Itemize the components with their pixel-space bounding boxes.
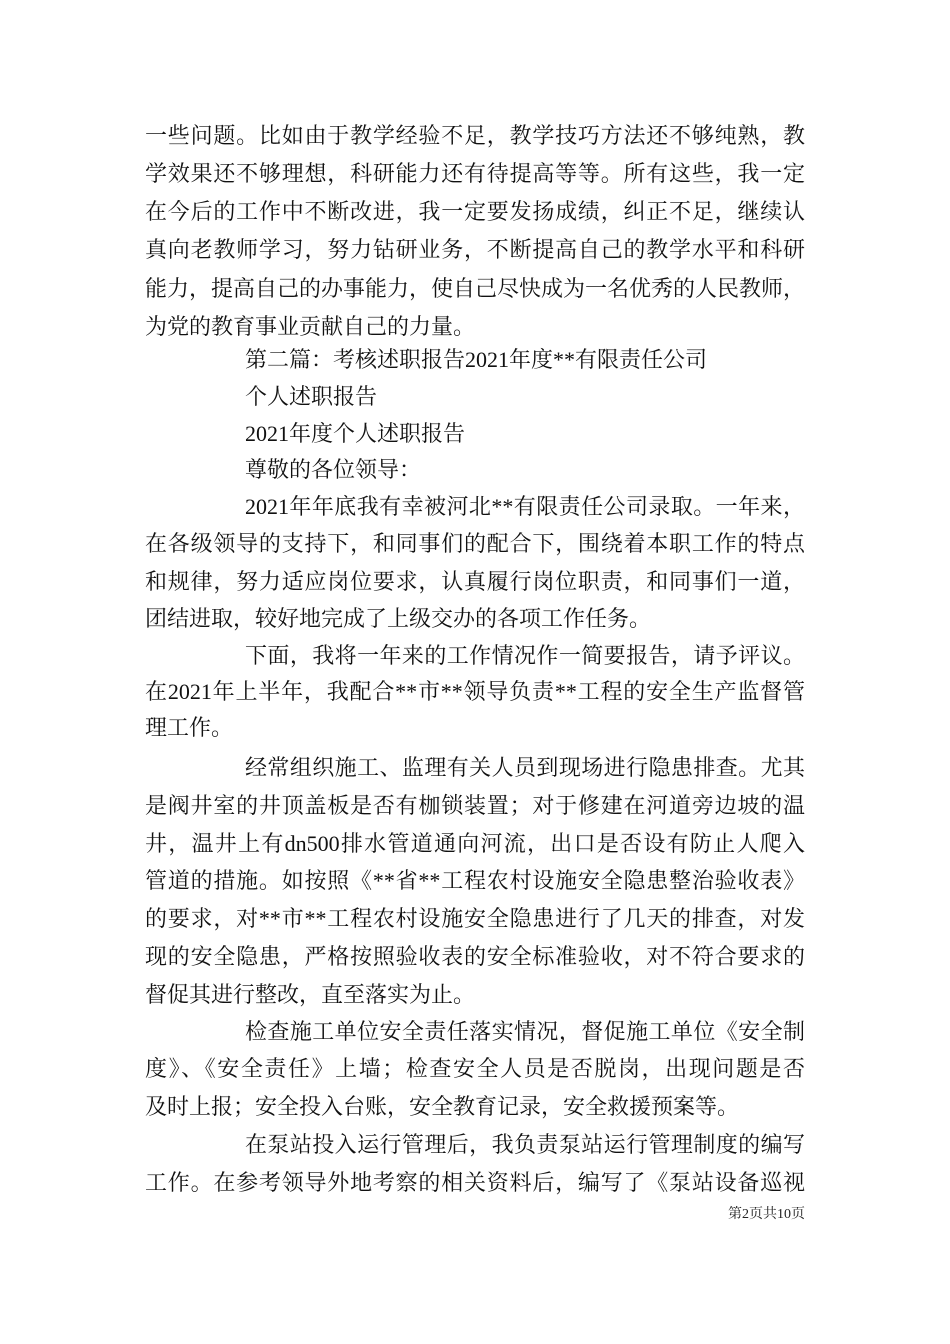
section-title: 第二篇：考核述职报告2021年度**有限责任公司 [245,347,708,372]
text-line: 管道的措施。如按照《**省**工程农村设施安全隐患整治验收表》 [145,868,805,893]
text-line: 在各级领导的支持下，和同事们的配合下，围绕着本职工作的特点 [145,531,805,556]
text-line: 是阀井室的井顶盖板是否有枷锁装置；对于修建在河道旁边坡的温 [145,793,805,818]
text-line: 检查施工单位安全责任落实情况，督促施工单位《安全制 [245,1019,805,1044]
text-line: 团结进取，较好地完成了上级交办的各项工作任务。 [145,606,652,631]
text-line: 学效果还不够理想，科研能力还有待提高等等。所有这些，我一定 [145,161,805,186]
text-line: 下面，我将一年来的工作情况作一简要报告，请予评议。 [245,643,805,668]
text-line: 工作。在参考领导外地考察的相关资料后，编写了《泵站设备巡视 [145,1170,805,1195]
text-line: 理工作。 [145,715,234,740]
text-line: 一些问题。比如由于教学经验不足，教学技巧方法还不够纯熟，教 [145,123,805,148]
text-line: 的要求，对**市**工程农村设施安全隐患进行了几天的排查，对发 [145,906,805,931]
text-line: 督促其进行整改，直至落实为止。 [145,982,476,1007]
salutation: 尊敬的各位领导： [245,457,422,482]
text-line: 度》、《安全责任》上墙；检查安全人员是否脱岗，出现问题是否 [145,1056,805,1081]
text-line: 井，温井上有dn500排水管道通向河流，出口是否设有防止人爬入 [145,831,805,856]
text-line: 能力，提高自己的办事能力，使自己尽快成为一名优秀的人民教师， [145,276,806,301]
report-title: 2021年度个人述职报告 [245,421,466,446]
text-line: 经常组织施工、监理有关人员到现场进行隐患排查。尤其 [245,755,805,780]
section-subtitle: 个人述职报告 [245,384,378,409]
text-line: 在今后的工作中不断改进，我一定要发扬成绩，纠正不足，继续认 [145,199,805,224]
text-line: 及时上报；安全投入台账，安全教育记录，安全救援预案等。 [145,1094,740,1119]
text-line: 2021年年底我有幸被河北**有限责任公司录取。一年来， [245,494,805,519]
text-line: 为党的教育事业贡献自己的力量。 [145,314,476,339]
text-line: 在泵站投入运行管理后，我负责泵站运行管理制度的编写 [245,1132,805,1157]
text-line: 和规律，努力适应岗位要求，认真履行岗位职责，和同事们一道， [145,569,805,594]
text-line: 在2021年上半年，我配合**市**领导负责**工程的安全生产监督管 [145,679,805,704]
text-line: 真向老教师学习，努力钻研业务，不断提高自己的教学水平和科研 [145,237,805,262]
text-line: 现的安全隐患，严格按照验收表的安全标准验收，对不符合要求的 [145,944,805,969]
page-number: 第2页共10页 [728,1207,805,1222]
